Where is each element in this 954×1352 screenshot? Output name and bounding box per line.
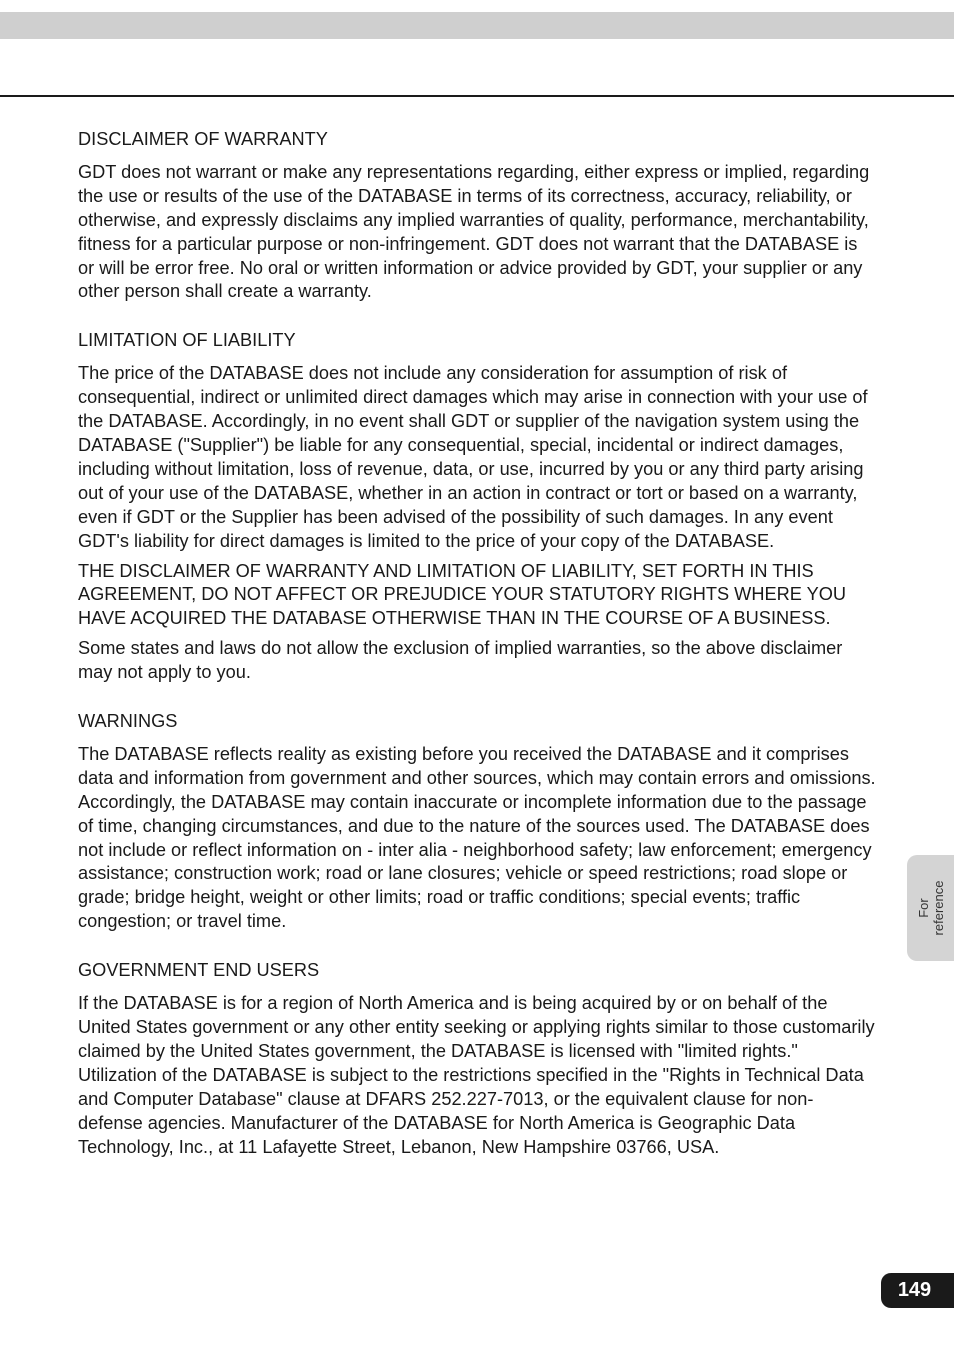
section-title: LIMITATION OF LIABILITY	[78, 330, 296, 351]
section-government-end-users	[78, 959, 878, 1159]
paragraph: GDT does not warrant or make any representations regarding, either express or implied, regarding the use or results of the use of the DATABASE in terms of its correctness, accuracy, reliability, or otherwise, and expressly disclaims any implied warranties of quality, performance, merchantability, fitness for a particular purpose or non-infringement. GDT does not warrant that the DATABASE is or will be error free. No oral or written information or advice provided by GDT, your supplier or any other person shall create a warranty.	[78, 161, 870, 302]
paragraph: Some states and laws do not allow the exclusion of implied warranties, so the above disclaimer may not apply to you.	[78, 638, 843, 683]
section-title: DISCLAIMER OF WARRANTY	[78, 129, 328, 149]
section-limitation-of-liability	[78, 329, 878, 685]
section-warnings	[78, 710, 878, 934]
side-tab-for-reference	[907, 855, 954, 961]
document-body	[78, 128, 878, 1165]
section-title: GOVERNMENT END USERS	[78, 960, 320, 981]
paragraph: The price of the DATABASE does not include any consideration for assumption of risk of consequential, indirect or unlimited direct damages which may arise in connection with your use of the DATABASE. Accordingly, in no event shall GDT or supplier of the navigation system using the DATABASE ("Supplier") be liable for any consequential, special, incidental or indirect damages, including without limitation, loss of revenue, data, or use, incurred by you or any third party arising out of your use of the DATABASE, whether in an action in contract or tort or based on a warranty, even if GDT or the Supplier has been advised of the possibility of such damages. In any event GDT's liability for direct damages is limited to the price of your copy of the DATABASE.	[78, 363, 868, 551]
section-disclaimer-of-warranty	[78, 128, 878, 304]
header-band	[0, 12, 954, 39]
header-rule	[0, 95, 954, 97]
paragraph: If the DATABASE is for a region of North America and is being acquired by or on behalf of the United States government or any other entity seeking or applying rights similar to those customarily claimed by the United States government, the DATABASE is licensed with "limited rights." Utilization of the DATABASE is subject to the restrictions specified in the "Rights in Technical Data and Computer Database" clause at DFARS 252.227-7013, or the equivalent clause for non-defense agencies. Manufacturer of the DATABASE for North America is Geographic Data Technology, Inc., at 11 Lafayette Street, Lebanon, New Hampshire 03766, USA.	[78, 993, 875, 1157]
page-number: 149	[881, 1273, 954, 1308]
section-title: WARNINGS	[78, 711, 178, 732]
paragraph: The DATABASE reflects reality as existing before you received the DATABASE and it comprises data and information from government and other sources, which may contain errors and omissions. Accordingly, the DATABASE may contain inaccurate or incomplete information due to the passage of time, changing circumstances, and due to the nature of the sources used. The DATABASE does not include or reflect information on - inter alia - neighborhood safety; law enforcement; emergency assistance; construction work; road or lane closures; vehicle or speed restrictions; road slope or grade; bridge height, weight or other limits; road or traffic conditions; special events; traffic congestion; or travel time.	[78, 743, 876, 932]
side-tab-line-1: For	[915, 898, 931, 918]
side-tab-line-2: reference	[930, 880, 946, 936]
side-tab-label	[916, 881, 946, 936]
paragraph: THE DISCLAIMER OF WARRANTY AND LIMITATION OF LIABILITY, SET FORTH IN THIS AGREEMENT, DO NOT AFFECT OR PREJUDICE YOUR STATUTORY RIGHTS WHERE YOU HAVE ACQUIRED THE DATABASE OTHERWISE THAN IN THE COURSE OF A BUSINESS.	[78, 560, 847, 629]
